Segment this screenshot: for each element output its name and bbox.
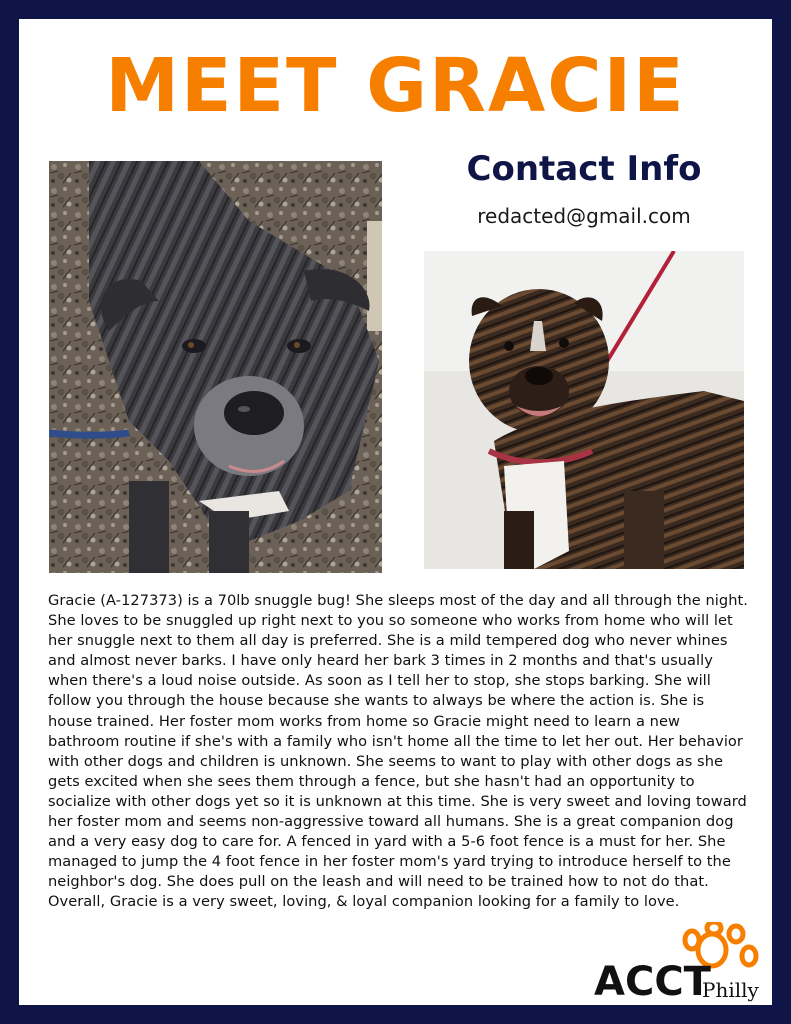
dog-photo-indoor-image (424, 251, 744, 569)
contact-heading: Contact Info (466, 149, 702, 189)
logo-main-text: ACCT (594, 959, 711, 1002)
acct-philly-logo (594, 922, 769, 1002)
dog-photo-outdoor-image (49, 161, 382, 573)
paw-logo-icon (594, 922, 769, 1002)
page-title: MEET GRACIE (105, 43, 686, 129)
dog-photo-outdoor (49, 161, 382, 573)
flyer-page (19, 19, 772, 1005)
bio-paragraph: Gracie (A-127373) is a 70lb snuggle bug! She sleeps most of the day and all through the night. She loves to be snuggled up right next to you so someone who works from home who will let her snuggle next to them all day is preferred. She is a mild tempered dog who never whines and almost never barks. I have only heard her bark 3 times in 2 months and that's usually when there's a loud noise outside. As soon as I tell her to stop, she stops barking. She will follow you through the house because she wants to always be where the action is. She is house trained. Her foster mom works from home so Gracie might need to learn a new bathroom routine if she's with a family who isn't home all the time to let her out. Her behavior with other dogs and children is unknown. She seems to want to play with other dogs as she gets excited when she sees them through a fence, but she hasn't had an opportunity to socialize with other dogs yet so it is unknown at this time. She is very sweet and loving toward her foster mom and seems non-aggressive toward all humans. She is a great companion dog and a very easy dog to care for. A fenced in yard with a 5-6 foot fence is a must for her. She managed to jump the 4 foot fence in her foster mom's yard trying to introduce herself to the neighbor's dog. She does pull on the leash and will need to be trained how to not do that. Overall, Gracie is a very sweet, loving, & loyal companion looking for a family to love. (48, 592, 748, 911)
dog-photo-indoor (424, 251, 744, 569)
contact-email[interactable]: redacted@gmail.com (477, 204, 691, 228)
logo-sub-text: Philly (702, 978, 759, 1002)
